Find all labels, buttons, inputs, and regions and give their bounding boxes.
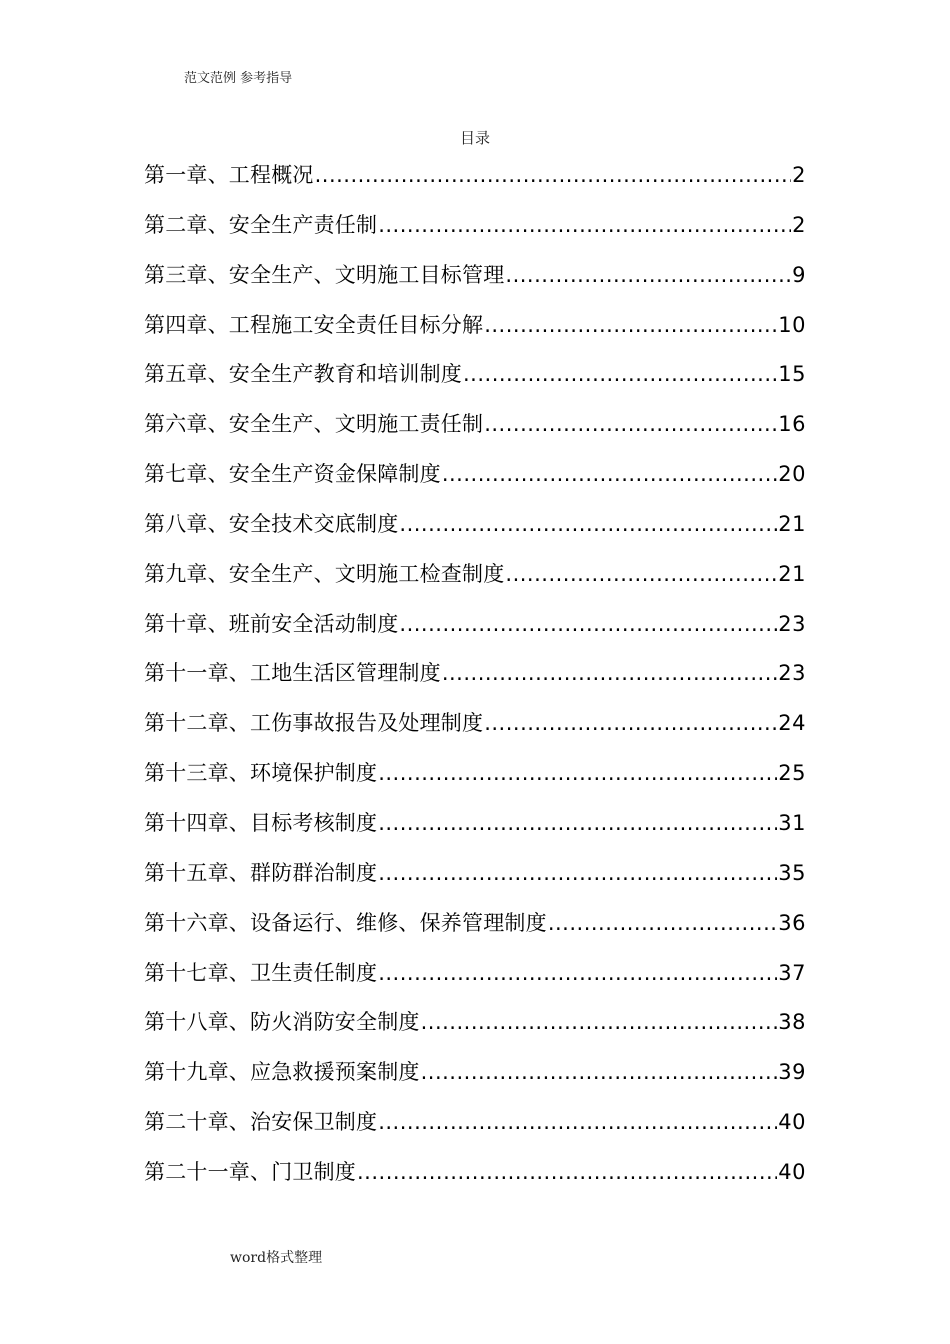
toc-dot-leader: [315, 155, 792, 195]
toc-entry-page-number: 20: [778, 462, 806, 487]
toc-entry-page-number: 21: [778, 561, 806, 586]
toc-dot-leader: [421, 1002, 778, 1042]
toc-dot-leader: [399, 504, 777, 544]
toc-entry-label: 第二十一章、门卫制度: [144, 1159, 356, 1184]
toc-entry[interactable]: [144, 1152, 806, 1202]
toc-entry-label: 第十三章、环境保护制度: [144, 761, 378, 786]
toc-entry-label: 第三章、安全生产、文明施工目标管理: [144, 262, 505, 287]
toc-title: 目录: [459, 129, 490, 147]
toc-entry[interactable]: [144, 155, 806, 205]
toc-dot-leader: [505, 255, 791, 295]
toc-entry-label: 第六章、安全生产、文明施工责任制: [144, 412, 484, 437]
toc-entry-label: 第十二章、工伤事故报告及处理制度: [144, 711, 484, 736]
toc-entry-label: 第十七章、卫生责任制度: [144, 960, 378, 985]
toc-dot-leader: [378, 953, 777, 993]
toc-dot-leader: [399, 604, 777, 644]
toc-entry-label: 第十六章、设备运行、维修、保养管理制度: [144, 910, 547, 935]
toc-dot-leader: [378, 753, 777, 793]
toc-entry-page-number: 38: [778, 1010, 806, 1035]
toc-entry-page-number: 21: [778, 511, 806, 536]
toc-entry-label: 第十八章、防火消防安全制度: [144, 1010, 420, 1035]
toc-entry-page-number: 10: [778, 312, 806, 337]
toc-dot-leader: [442, 454, 777, 494]
toc-entry[interactable]: [144, 604, 806, 654]
footer-note: word格式整理: [230, 1250, 323, 1266]
toc-entry[interactable]: [144, 953, 806, 1003]
toc-entry-page-number: 23: [778, 611, 806, 636]
toc-entry-label: 第十章、班前安全活动制度: [144, 611, 399, 636]
toc-dot-leader: [357, 1152, 777, 1192]
toc-entry-label: 第十五章、群防群治制度: [144, 860, 378, 885]
toc-entry-label: 第二章、安全生产责任制: [144, 212, 378, 237]
toc-entry[interactable]: [144, 653, 806, 703]
toc-entry[interactable]: [144, 305, 806, 355]
toc-entry-label: 第五章、安全生产教育和培训制度: [144, 362, 462, 387]
toc-entry-label: 第二十章、治安保卫制度: [144, 1110, 378, 1135]
toc-entry-page-number: 39: [778, 1060, 806, 1085]
toc-entry-page-number: 31: [778, 810, 806, 835]
toc-entry-label: 第九章、安全生产、文明施工检查制度: [144, 561, 505, 586]
toc-entry[interactable]: [144, 404, 806, 454]
toc-entry-page-number: 9: [792, 262, 806, 287]
toc-dot-leader: [463, 354, 777, 394]
toc-dot-leader: [378, 1102, 777, 1142]
toc-entry-page-number: 24: [778, 711, 806, 736]
toc-entry-page-number: 16: [778, 412, 806, 437]
toc-entry[interactable]: [144, 1052, 806, 1102]
toc-dot-leader: [548, 903, 777, 943]
toc-entry-page-number: 36: [778, 910, 806, 935]
toc-entry[interactable]: [144, 1002, 806, 1052]
toc-dot-leader: [484, 404, 777, 444]
toc-dot-leader: [442, 653, 777, 693]
toc-entry[interactable]: [144, 703, 806, 753]
toc-entry-page-number: 2: [792, 212, 806, 237]
toc-entry-label: 第十四章、目标考核制度: [144, 810, 378, 835]
toc-entry-label: 第四章、工程施工安全责任目标分解: [144, 312, 484, 337]
toc-dot-leader: [378, 853, 777, 893]
toc-entry[interactable]: [144, 903, 806, 953]
toc-entry[interactable]: [144, 803, 806, 853]
toc-entry[interactable]: [144, 504, 806, 554]
toc-dot-leader: [484, 703, 777, 743]
toc-entry-page-number: 15: [778, 362, 806, 387]
toc-entry-page-number: 40: [778, 1159, 806, 1184]
toc-entry[interactable]: [144, 1102, 806, 1152]
toc-entry[interactable]: [144, 753, 806, 803]
toc-entry[interactable]: [144, 354, 806, 404]
toc-entry[interactable]: [144, 853, 806, 903]
toc-entry-page-number: 37: [778, 960, 806, 985]
toc-entry-page-number: 40: [778, 1110, 806, 1135]
toc-entry-page-number: 25: [778, 761, 806, 786]
table-of-contents: [144, 155, 806, 1202]
toc-dot-leader: [378, 205, 791, 245]
toc-entry[interactable]: [144, 454, 806, 504]
toc-entry-page-number: 2: [792, 163, 806, 187]
toc-entry-label: 第十一章、工地生活区管理制度: [144, 661, 441, 686]
toc-dot-leader: [421, 1052, 778, 1092]
toc-entry-label: 第十九章、应急救援预案制度: [144, 1060, 420, 1085]
toc-dot-leader: [505, 554, 777, 594]
toc-dot-leader: [378, 803, 777, 843]
toc-entry-page-number: 35: [778, 860, 806, 885]
toc-entry-label: 第一章、工程概况: [144, 163, 314, 187]
toc-entry-label: 第八章、安全技术交底制度: [144, 511, 399, 536]
toc-entry-page-number: 23: [778, 661, 806, 686]
toc-entry[interactable]: [144, 205, 806, 255]
header-note: 范文范例 参考指导: [184, 71, 293, 86]
toc-entry[interactable]: [144, 554, 806, 604]
toc-entry[interactable]: [144, 255, 806, 305]
toc-dot-leader: [484, 305, 777, 345]
toc-entry-label: 第七章、安全生产资金保障制度: [144, 462, 441, 487]
